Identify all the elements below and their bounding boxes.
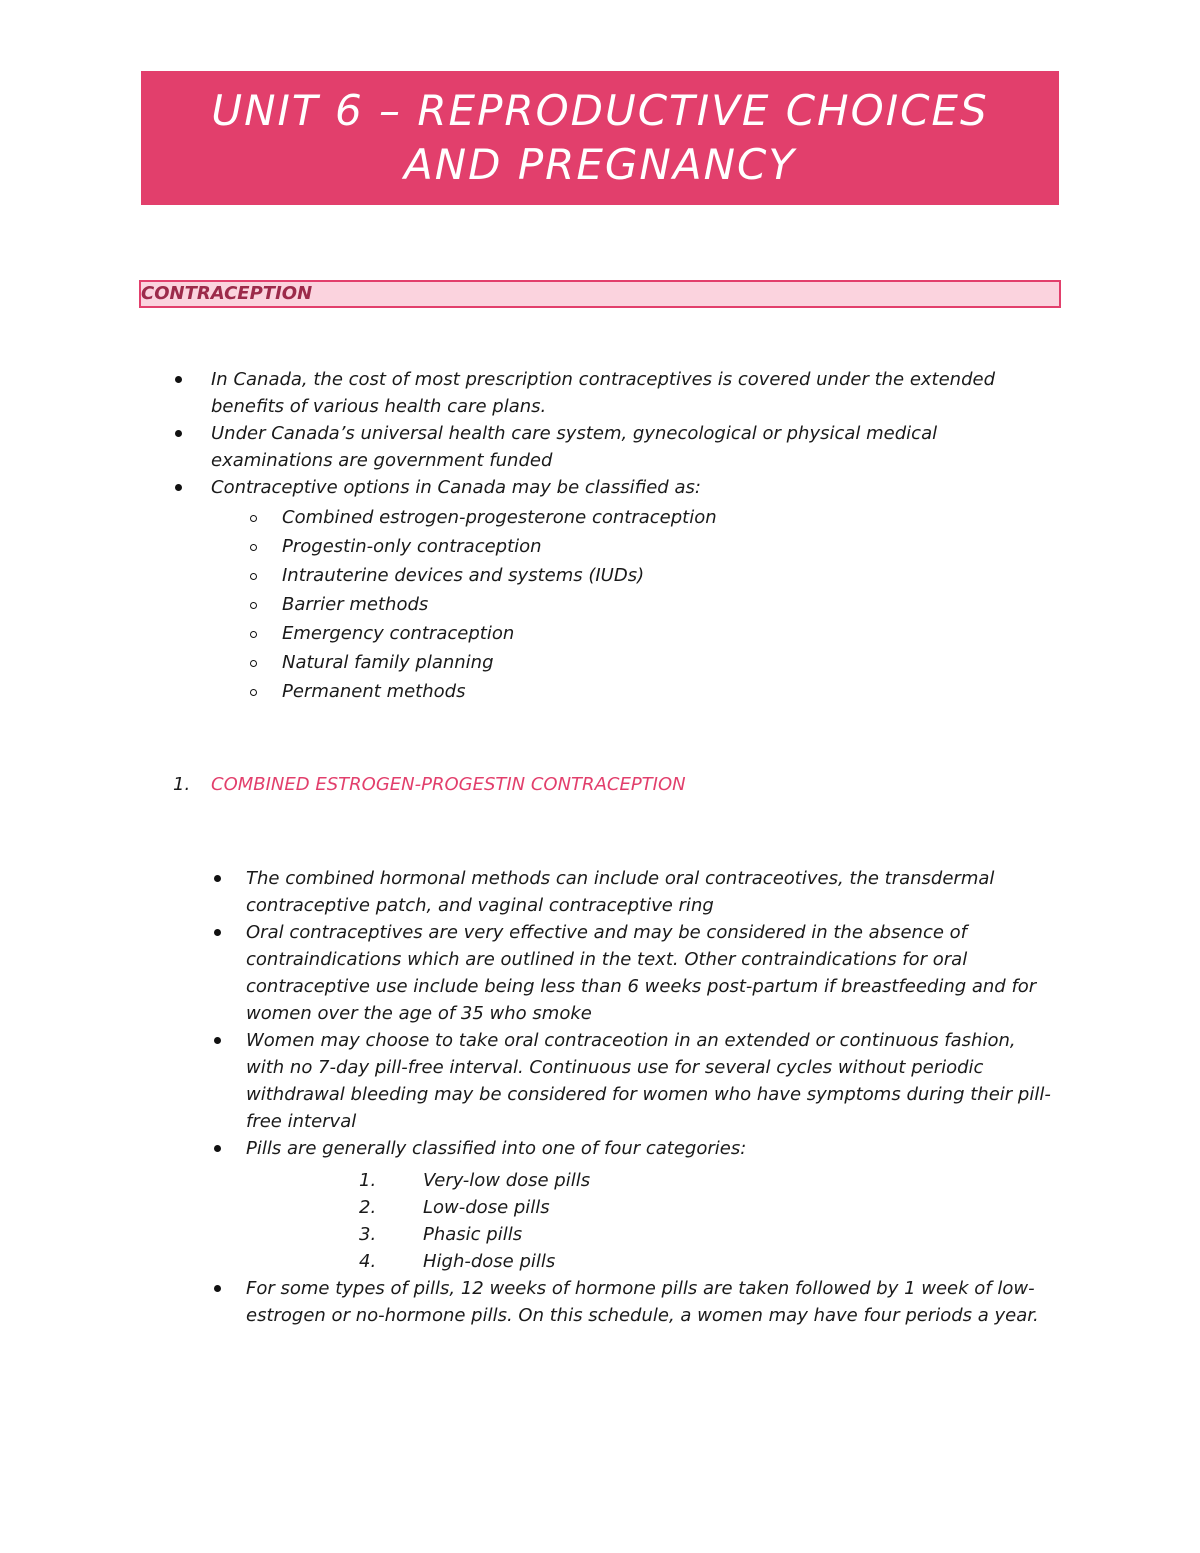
circle-bullet-icon	[250, 544, 257, 551]
title-line-2: AND PREGNANCY	[404, 140, 796, 189]
section-heading-text: CONTRACEPTION	[141, 283, 313, 304]
subsection-heading-text: COMBINED ESTROGEN-PROGESTIN CONTRACEPTION	[211, 774, 686, 795]
list-item	[282, 590, 982, 619]
list-item-text: In Canada, the cost of most prescription contraceptives is covered under the extended benefits of various health care plans.	[211, 369, 996, 417]
list-item-text: Permanent methods	[282, 681, 466, 702]
list-item	[282, 677, 982, 706]
list-item-text: Intrauterine devices and systems (IUDs)	[282, 565, 645, 586]
subsection-heading	[173, 771, 686, 798]
list-item	[282, 648, 982, 677]
list-number: 4.	[359, 1251, 377, 1272]
list-item	[282, 561, 982, 590]
bullet-icon	[214, 1037, 221, 1044]
list-item	[359, 1221, 823, 1248]
list-item-text: Women may choose to take oral contraceotion in an extended or continuous fashion, with no 7-day pill-free interval. Continuous use for several cycles without periodic withdrawal bleeding may be considered for women who have symptoms during their pill-free interval	[246, 1030, 1051, 1132]
list-item-text: The combined hormonal methods can include oral contraceotives, the transdermal contraceptive patch, and vaginal contraceptive ring	[246, 868, 995, 916]
list-item	[282, 619, 982, 648]
contraceptive-options-list	[282, 503, 982, 706]
list-item-text: For some types of pills, 12 weeks of hormone pills are taken followed by 1 week of low-estrogen or no-hormone pills. On this schedule, a women may have four periods a year.	[246, 1278, 1039, 1326]
list-number: 2.	[359, 1197, 377, 1218]
list-item	[246, 1275, 1056, 1329]
list-item-text: Contraceptive options in Canada may be classified as:	[211, 477, 701, 498]
list-item	[211, 366, 1011, 420]
list-number: 1.	[359, 1170, 377, 1191]
list-number: 3.	[359, 1224, 377, 1245]
bullet-icon	[214, 875, 221, 882]
bullet-icon	[214, 1145, 221, 1152]
bullet-icon	[214, 929, 221, 936]
circle-bullet-icon	[250, 515, 257, 522]
pill-categories-list	[359, 1167, 823, 1275]
bullet-icon	[175, 376, 182, 383]
list-item-text: High-dose pills	[423, 1251, 556, 1272]
list-item-text: Progestin-only contraception	[282, 536, 542, 557]
circle-bullet-icon	[250, 573, 257, 580]
list-item	[282, 532, 982, 561]
list-item	[359, 1248, 823, 1275]
section-heading-contraception	[139, 280, 1061, 308]
circle-bullet-icon	[250, 602, 257, 609]
list-item-text: Emergency contraception	[282, 623, 515, 644]
list-item-text: Natural family planning	[282, 652, 494, 673]
list-item-text: Oral contraceptives are very effective and may be considered in the absence of contraindications which are outlined in the text. Other contraindications for oral contraceptive use include being less than 6 weeks post-partum if breastfeeding and for women over the age of 35 who smoke	[246, 922, 1037, 1024]
circle-bullet-icon	[250, 660, 257, 667]
bullet-icon	[175, 484, 182, 491]
title-banner	[141, 71, 1059, 205]
list-item-text: Combined estrogen-progesterone contraception	[282, 507, 717, 528]
circle-bullet-icon	[250, 689, 257, 696]
list-item-text: Barrier methods	[282, 594, 429, 615]
bullet-icon	[214, 1285, 221, 1292]
title-line-1: UNIT 6 – REPRODUCTIVE CHOICES	[211, 86, 989, 135]
list-item	[359, 1167, 823, 1194]
list-item	[359, 1194, 823, 1221]
list-item	[211, 420, 1011, 474]
intro-bullet-list	[211, 366, 1011, 501]
list-item	[246, 865, 1056, 919]
list-item-text: Phasic pills	[423, 1224, 523, 1245]
combined-bullet-list	[246, 865, 1056, 1162]
list-item	[246, 1135, 1056, 1162]
list-item	[246, 919, 1056, 1027]
circle-bullet-icon	[250, 631, 257, 638]
list-item-text: Pills are generally classified into one of four categories:	[246, 1138, 747, 1159]
list-item	[246, 1027, 1056, 1135]
list-item	[211, 474, 1011, 501]
list-item-text: Very-low dose pills	[423, 1170, 591, 1191]
bullet-icon	[175, 430, 182, 437]
subsection-number: 1.	[173, 774, 191, 795]
list-item	[282, 503, 982, 532]
list-item-text: Under Canada’s universal health care system, gynecological or physical medical examinations are government funded	[211, 423, 938, 471]
final-bullet-list	[246, 1275, 1056, 1329]
list-item-text: Low-dose pills	[423, 1197, 550, 1218]
